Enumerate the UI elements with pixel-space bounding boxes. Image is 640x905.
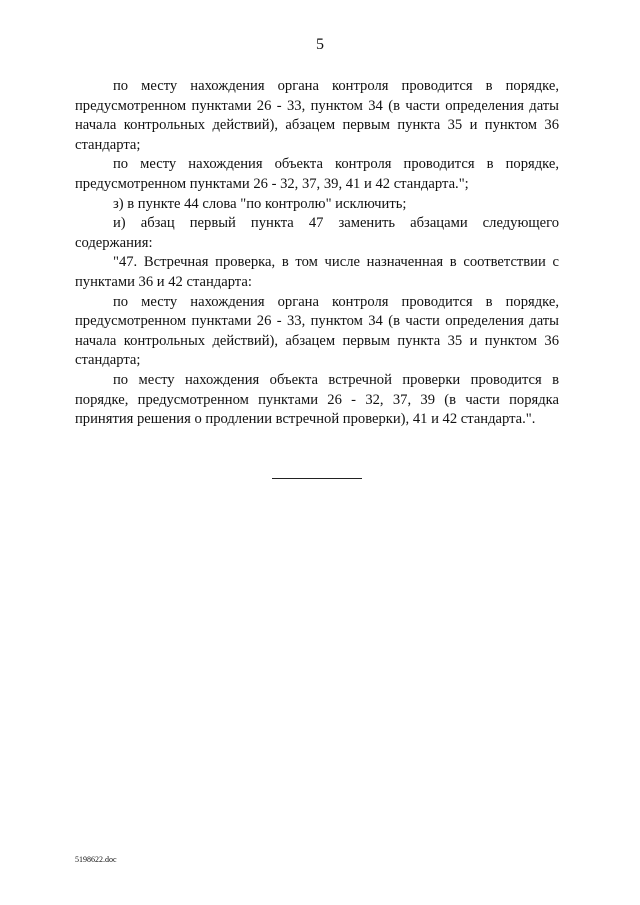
paragraph-4: и) абзац первый пункта 47 заменить абзацами следующего содержания:	[75, 215, 559, 251]
paragraph-7: по месту нахождения объекта встречной проверки проводится в порядке, предусмотренном пунктами 26 - 32, 37, 39 (в части порядка принятия решения о продлении встречной проверки), 41 и 42 стандарта.".	[75, 371, 559, 428]
paragraph-2: по месту нахождения объекта контроля проводится в порядке, предусмотренном пунктами 26 - 32, 37, 39, 41 и 42 стандарта.";	[75, 156, 559, 192]
end-separator-line	[272, 478, 362, 479]
page-number: 5	[316, 36, 324, 53]
paragraph-5: "47. Встречная проверка, в том числе назначенная в соответствии с пунктами 36 и 42 стандарта:	[75, 254, 559, 290]
document-body	[75, 77, 559, 430]
paragraph-6: по месту нахождения органа контроля проводится в порядке, предусмотренном пунктами 26 - 33, пунктом 34 (в части определения даты начала контрольных действий), абзацем первым пункта 35 и пунктом 36 стандарта;	[75, 293, 559, 369]
paragraph-3: з) в пункте 44 слова "по контролю" исключить;	[113, 195, 407, 212]
footer-file-name: 5198622.doc	[75, 855, 117, 864]
paragraph-1: по месту нахождения органа контроля проводится в порядке, предусмотренном пунктами 26 - 33, пунктом 34 (в части определения даты начала контрольных действий), абзацем первым пункта 35 и пунктом 36 стандарта;	[75, 78, 559, 153]
